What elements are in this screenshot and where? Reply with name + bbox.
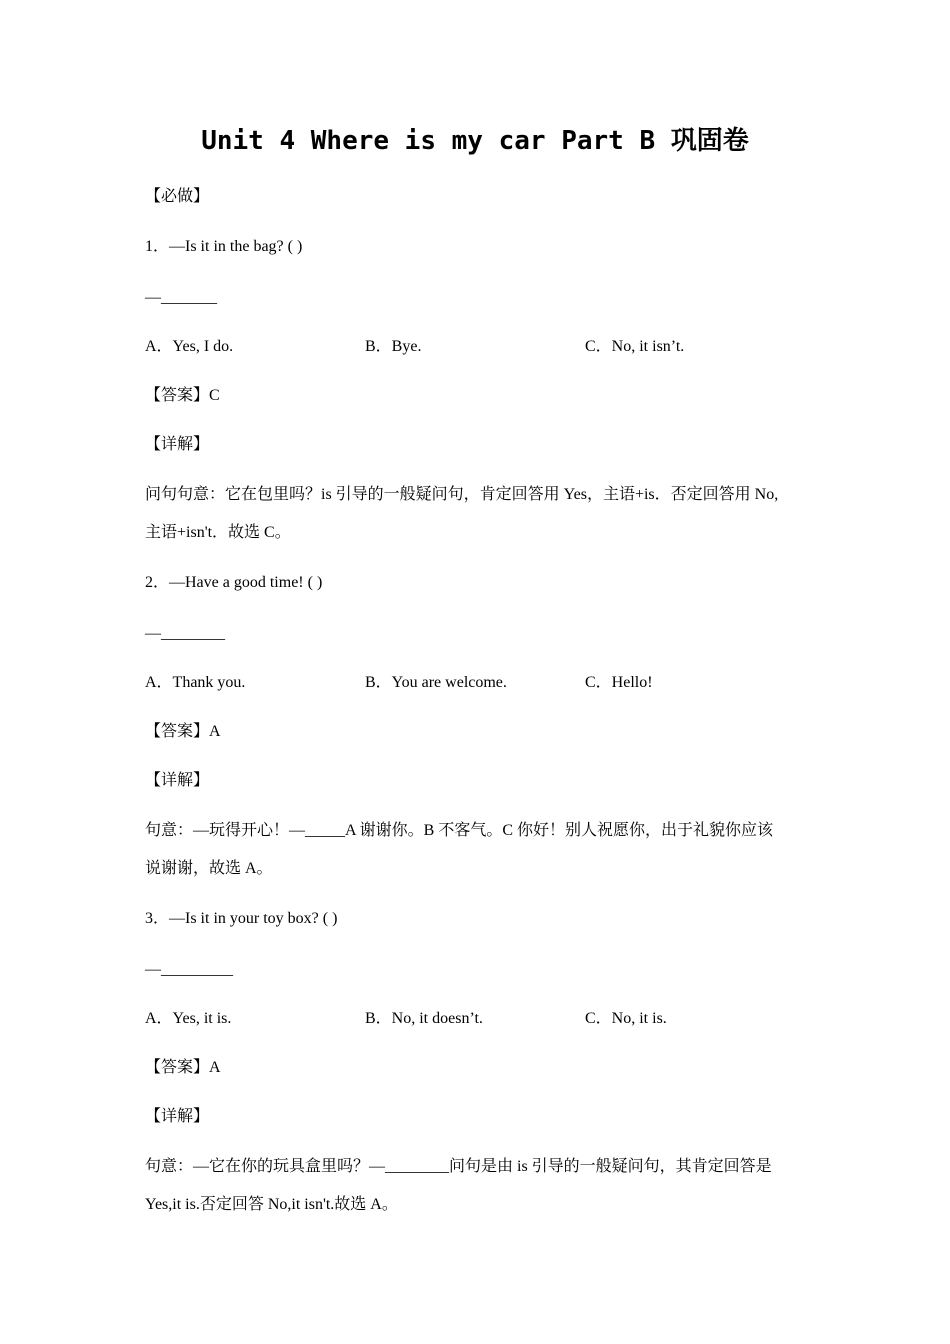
question-3-option-a: A．Yes, it is. — [145, 1010, 232, 1027]
question-2-option-b: B．You are welcome. — [365, 674, 507, 691]
question-3-explanation-line-2: Yes,it is.否定回答 No,it isn't.故选 A。 — [145, 1196, 398, 1213]
question-1-explanation-line-1: 问句句意：它在包里吗？is 引导的一般疑问句，肯定回答用 Yes，主语+is．否定回答用 No, — [145, 486, 779, 503]
question-2-blank: —________ — [145, 625, 225, 642]
question-2-option-a: A．Thank you. — [145, 674, 246, 691]
question-2-option-c: C．Hello! — [585, 674, 653, 691]
question-3-option-c: C．No, it is. — [585, 1010, 667, 1027]
question-1-detail-label: 【详解】 — [145, 436, 210, 453]
question-1-option-b: B．Bye. — [365, 338, 422, 355]
question-3-blank: —_________ — [145, 961, 233, 978]
question-3-option-b: B．No, it doesn’t. — [365, 1010, 483, 1027]
question-2-explanation-line-1: 句意：—玩得开心！—_____A 谢谢你。B 不客气。C 你好！别人祝愿你，出于礼貌你应该 — [145, 822, 774, 839]
page-title: Unit 4 Where is my car Part B 巩固卷 — [201, 126, 749, 156]
question-2-detail-label: 【详解】 — [145, 772, 210, 789]
question-3-detail-label: 【详解】 — [145, 1108, 210, 1125]
question-1-stem: 1．—Is it in the bag? ( ) — [145, 238, 303, 255]
question-1-blank: —_______ — [145, 289, 217, 306]
question-2-explanation-line-2: 说谢谢，故选 A。 — [145, 860, 273, 877]
question-2-answer: 【答案】A — [145, 723, 221, 740]
question-1-option-c: C．No, it isn’t. — [585, 338, 685, 355]
question-3-answer: 【答案】A — [145, 1059, 221, 1076]
question-2-stem: 2．—Have a good time! ( ) — [145, 574, 323, 591]
question-1-option-a: A．Yes, I do. — [145, 338, 234, 355]
question-3-explanation-line-1: 句意：—它在你的玩具盒里吗？—________问句是由 is 引导的一般疑问句，其肯定回答是 — [145, 1158, 772, 1175]
question-1-explanation-line-2: 主语+isn't．故选 C。 — [145, 524, 291, 541]
question-1-answer: 【答案】C — [145, 387, 220, 404]
question-3-stem: 3．—Is it in your toy box? ( ) — [145, 910, 338, 927]
section-label-required: 【必做】 — [145, 188, 210, 205]
